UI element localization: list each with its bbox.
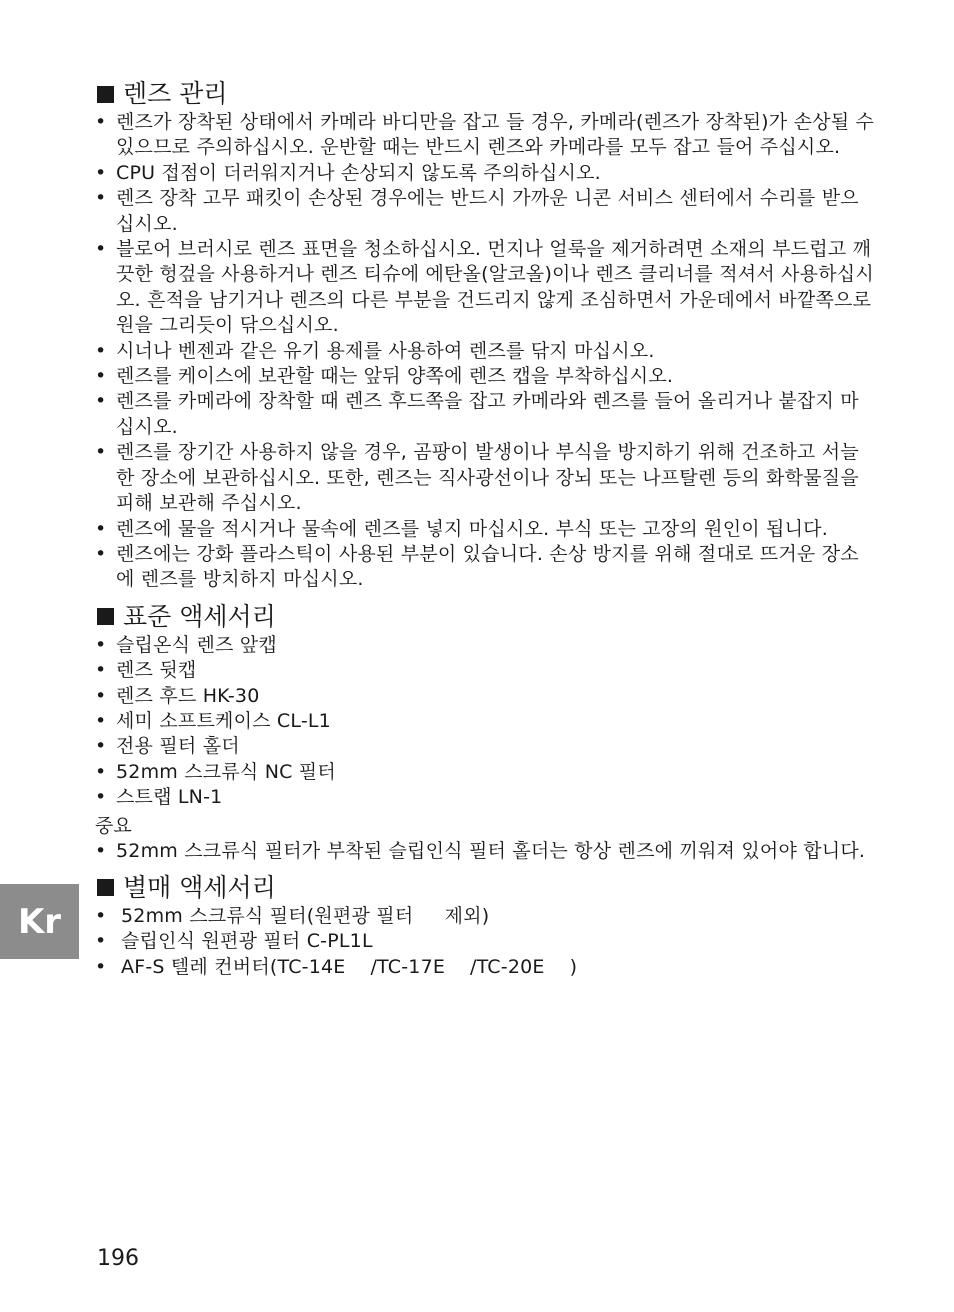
optional-accessories-list — [95, 904, 875, 980]
list-item: • 렌즈에는 강화 플라스틱이 사용된 부분이 있습니다. 손상 방지를 위해 절대로 뜨거운 장소에 렌즈를 방치하지 마십시오. — [95, 542, 859, 591]
square-bullet-icon — [97, 608, 114, 625]
note-list — [95, 839, 875, 864]
page-content — [95, 78, 875, 980]
standard-accessories-list — [95, 633, 875, 811]
list-item: • 렌즈 뒷캡 — [95, 659, 197, 682]
list-item: • 렌즈를 장기간 사용하지 않을 경우, 곰팡이 발생이나 부식을 방지하기 위해 건조하고 서늘한 장소에 보관하십시오. 또한, 렌즈는 직사광선이나 장뇌 또는 나프탈렌 등의 화학물질을 피해 보관해 주십시오. — [95, 441, 859, 515]
section-title: 렌즈 관리 — [123, 79, 228, 108]
language-tab: Kr — [0, 884, 79, 959]
list-item: • 52mm 스크류식 NC 필터 — [95, 760, 336, 783]
list-item: • 렌즈에 물을 적시거나 물속에 렌즈를 넣지 마십시오. 부식 또는 고장의 원인이 됩니다. — [95, 517, 828, 540]
list-item: • 세미 소프트케이스 CL-L1 — [95, 709, 331, 732]
section-heading-standard-accessories — [95, 601, 875, 633]
page-number: 196 — [97, 1246, 139, 1271]
list-item: • 슬립온식 렌즈 앞캡 — [95, 633, 277, 656]
list-item: • 스트랩 LN-1 — [95, 786, 223, 809]
list-item: • 시너나 벤젠과 같은 유기 용제를 사용하여 렌즈를 닦지 마십시오. — [95, 339, 655, 362]
list-item: • 52mm 스크류식 필터(원편광 필터 제외) — [95, 904, 490, 927]
section-title: 표준 액세서리 — [123, 601, 276, 631]
list-item: • 블로어 브러시로 렌즈 표면을 청소하십시오. 먼지나 얼룩을 제거하려면 소재의 부드럽고 깨끗한 헝겊을 사용하거나 렌즈 티슈에 에탄올(알코올)이나 렌즈 클리너를 적셔서 사용하십시오. 흔적을 남기거나 렌즈의 다른 부분을 건드리지 않게 조심하면서 가운데에서 바깥쪽으로 원을 그리듯이 닦으십시오. — [95, 238, 874, 337]
square-bullet-icon — [97, 879, 114, 896]
list-item: • 렌즈를 케이스에 보관할 때는 앞뒤 양쪽에 렌즈 캡을 부착하십시오. — [95, 365, 674, 388]
section-heading-lens-care — [95, 78, 875, 110]
list-item: • 슬립인식 원편광 필터 C-PL1L — [95, 930, 373, 953]
section-title: 별매 액세서리 — [123, 872, 276, 902]
list-item: • 렌즈가 장착된 상태에서 카메라 바디만을 잡고 들 경우, 카메라(렌즈가 장착된)가 손상될 수 있으므로 주의하십시오. 운반할 때는 반드시 렌즈와 카메라를 모두 잡고 들어 주십시오. — [95, 111, 875, 159]
list-item: • 전용 필터 홀더 — [95, 735, 240, 758]
lens-care-list — [95, 110, 875, 593]
list-item: • 렌즈를 카메라에 장착할 때 렌즈 후드쪽을 잡고 카메라와 렌즈를 들어 올리거나 붙잡지 마십시오. — [95, 390, 859, 438]
note-label: 중요 — [95, 814, 132, 837]
list-item: • 렌즈 장착 고무 패킷이 손상된 경우에는 반드시 가까운 니콘 서비스 센터에서 수리를 받으십시오. — [95, 187, 859, 235]
list-item: • CPU 접점이 더러워지거나 손상되지 않도록 주의하십시오. — [95, 161, 601, 184]
list-item: • 52mm 스크류식 필터가 부착된 슬립인식 필터 홀더는 항상 렌즈에 끼워져 있어야 합니다. — [95, 839, 866, 862]
section-heading-optional-accessories — [95, 872, 875, 904]
list-item: • 렌즈 후드 HK-30 — [95, 684, 260, 707]
square-bullet-icon — [97, 86, 114, 103]
list-item: • AF-S 텔레 컨버터(TC-14E /TC-17E /TC-20E ) — [95, 955, 578, 978]
